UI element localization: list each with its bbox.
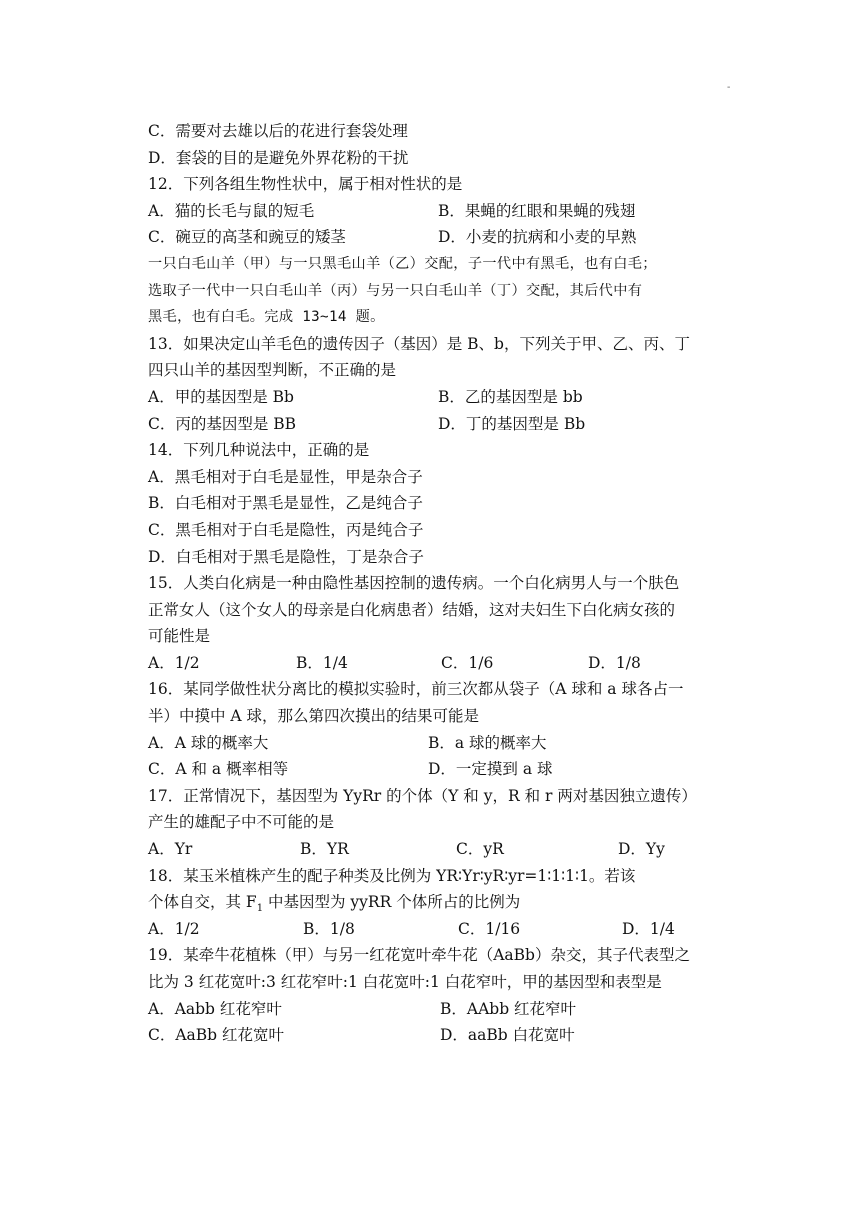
shared-stem-line-2: 选取子一代中一只白毛山羊（丙）与另一只白毛山羊（丁）交配，其后代中有	[148, 282, 643, 299]
q15-option-d: D．1/8	[588, 653, 641, 672]
q16-options-row-1	[148, 730, 748, 757]
q18-options-row	[148, 916, 748, 943]
q13-option-c: C．丙的基因型是 BB	[148, 414, 297, 433]
q12-stem: 12．下列各组生物性状中，属于相对性状的是	[148, 175, 463, 194]
q18-stem-text-b: 中基因型为 yyRR 个体所占的比例为	[263, 893, 521, 912]
q16-options-row-2	[148, 756, 748, 783]
q12-options-row-1	[148, 198, 748, 225]
q17-options-row	[148, 836, 748, 863]
q16-option-a: A．A 球的概率大	[148, 733, 269, 752]
header-mark: -	[727, 82, 731, 93]
q12-option-c: C．碗豆的高茎和豌豆的矮茎	[148, 228, 346, 247]
q13-options-row-1	[148, 384, 748, 411]
q17-option-c: C．yR	[456, 840, 504, 859]
q13-stem-line-2: 四只山羊的基因型判断，不正确的是	[148, 361, 397, 380]
q18-stem-line-2	[148, 889, 748, 916]
q11-option-c: C．需要对去雄以后的花进行套袋处理	[148, 122, 408, 140]
q14-option-b: B．白毛相对于黑毛是显性，乙是纯合子	[148, 494, 423, 513]
q18-option-b: B．1/8	[303, 919, 355, 938]
q13-option-d: D．丁的基因型是 Bb	[438, 414, 586, 433]
shared-stem-line-3: 黑毛，也有白毛。完成 13~14 题。	[148, 309, 385, 326]
q14-option-d: D．白毛相对于黑毛是隐性，丁是杂合子	[148, 547, 424, 566]
q16-option-b: B．a 球的概率大	[428, 733, 547, 752]
q18-stem-line-1: 18．某玉米植株产生的配子种类及比例为 YR∶Yr∶yR∶yr=1∶1∶1∶1。若该	[148, 866, 636, 885]
q15-stem-line-3: 可能性是	[148, 627, 211, 646]
q14-stem: 14．下列几种说法中，正确的是	[148, 441, 370, 460]
q19-option-d: D．aaBb 白花宽叶	[440, 1026, 575, 1045]
q16-option-c: C．A 和 a 概率相等	[148, 760, 289, 779]
q19-stem-line-2: 比为 3 红花宽叶:3 红花窄叶:1 白花宽叶:1 白花窄叶，甲的基因型和表型是	[148, 973, 662, 991]
q18-subscript: 1	[256, 903, 264, 915]
q17-stem-line-2: 产生的雄配子中不可能的是	[148, 813, 335, 832]
q16-stem-line-1: 16．某同学做性状分离比的模拟实验时，前三次都从袋子（A 球和 a 球各占一	[148, 680, 684, 699]
q19-option-c: C．AaBb 红花宽叶	[148, 1026, 285, 1045]
q16-option-d: D．一定摸到 a 球	[428, 760, 553, 779]
q19-option-a: A．Aabb 红花窄叶	[148, 999, 282, 1018]
q18-stem-text-a: 个体自交，其 F	[148, 893, 257, 912]
q19-options-row-1	[148, 996, 748, 1023]
q12-option-d: D．小麦的抗病和小麦的早熟	[438, 228, 637, 247]
q13-option-a: A．甲的基因型是 Bb	[148, 387, 294, 406]
q12-option-a: A．猫的长毛与鼠的短毛	[148, 201, 315, 220]
shared-stem-line-1: 一只白毛山羊（甲）与一只黑毛山羊（乙）交配，子一代中有黑毛，也有白毛；	[148, 255, 657, 272]
q11-option-d: D．套袋的目的是避免外界花粉的干扰	[148, 148, 409, 167]
q14-option-a: A．黑毛相对于白毛是显性，甲是杂合子	[148, 467, 423, 486]
q13-stem-line-1: 13．如果决定山羊毛色的遗传因子（基因）是 B、b，下列关于甲、乙、丙、丁	[148, 334, 690, 353]
q19-stem-line-1: 19．某牵牛花植株（甲）与另一红花宽叶牵牛花（AaBb）杂交，其子代表型之	[148, 946, 690, 965]
q15-stem-line-1: 15．人类白化病是一种由隐性基因控制的遗传病。一个白化病男人与一个肤色	[148, 574, 680, 593]
q14-option-c: C．黑毛相对于白毛是隐性，丙是纯合子	[148, 520, 424, 539]
q18-option-a: A．1/2	[148, 919, 200, 938]
q15-options-row	[148, 650, 748, 677]
q12-options-row-2	[148, 224, 748, 251]
q15-option-a: A．1/2	[148, 653, 200, 672]
q17-option-a: A．Yr	[148, 840, 193, 859]
q17-stem-line-1: 17．正常情况下，基因型为 YyRr 的个体（Y 和 y，R 和 r 两对基因独立遗传）	[148, 786, 697, 805]
q13-option-b: B．乙的基因型是 bb	[438, 387, 583, 406]
q18-option-c: C．1/16	[458, 919, 521, 938]
q19-option-b: B．AAbb 红花窄叶	[440, 999, 577, 1018]
q19-options-row-2	[148, 1022, 748, 1049]
q12-option-b: B．果蝇的红眼和果蝇的残翅	[438, 201, 636, 220]
q16-stem-line-2: 半）中摸中 A 球，那么第四次摸出的结果可能是	[148, 707, 480, 726]
q18-option-d: D．1/4	[622, 919, 675, 938]
q13-options-row-2	[148, 411, 748, 438]
q17-option-d: D．Yy	[618, 840, 665, 859]
q17-option-b: B．YR	[300, 840, 349, 859]
exam-page	[148, 118, 748, 1049]
q15-option-b: B．1/4	[296, 653, 348, 672]
q15-stem-line-2: 正常女人（这个女人的母亲是白化病患者）结婚，这对夫妇生下白化病女孩的	[148, 600, 676, 619]
q15-option-c: C．1/6	[441, 653, 494, 672]
